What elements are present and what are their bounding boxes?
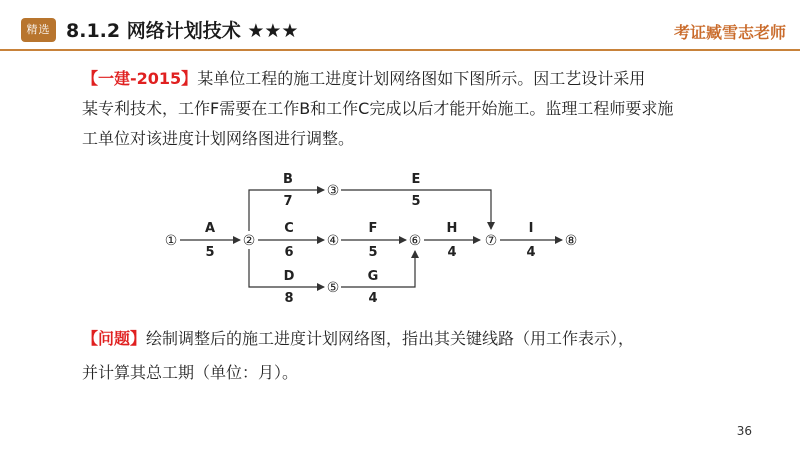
activity-a-name: A [204,221,216,236]
activity-h-duration: 4 [447,245,457,260]
page-number: 36 [736,424,752,438]
activity-c-duration: 6 [284,245,294,260]
node-5: ⑤ [326,280,340,296]
task-line-2: 并计算其总工期（单位：月）。 [82,363,299,382]
task-tag: 【问题】 [82,329,147,348]
activity-h-name: H [446,221,458,236]
activity-a-duration: 5 [205,245,215,260]
question-tag: 【一建-2015】 [82,69,198,88]
node-1: ① [164,233,178,249]
task-line-1 [82,324,634,354]
activity-g-duration: 4 [368,291,378,306]
activity-i-name: I [528,221,534,236]
node-8: ⑧ [564,233,578,249]
node-7: ⑦ [484,233,498,249]
node-4: ④ [326,233,340,249]
node-2: ② [242,233,256,249]
activity-g-name: G [367,269,379,284]
activity-f-duration: 5 [368,245,378,260]
activity-b-name: B [283,172,293,187]
section-title: 8.1.2 网络计划技术 ★★★ [66,20,299,42]
logo-badge: 精选 [21,18,56,42]
activity-d-duration: 8 [284,291,294,306]
question-line-3: 工单位对该进度计划网络图进行调整。 [82,129,355,148]
brand-label: 考证臧雪志老师 [673,23,786,42]
activity-c-name: C [284,221,294,236]
node-3: ③ [326,183,340,199]
activity-d-name: D [283,269,295,284]
question-text-1: 某单位工程的施工进度计划网络图如下图所示。因工艺设计采用 [197,69,646,88]
task-text-1: 绘制调整后的施工进度计划网络图，指出其关键线路（用工作表示）， [146,329,635,348]
activity-f-name: F [368,221,378,236]
activity-e-duration: 5 [411,194,421,209]
activity-i-duration: 4 [526,245,536,260]
activity-e-name: E [411,172,421,187]
node-6: ⑥ [408,233,422,249]
activity-b-duration: 7 [283,194,293,209]
question-line-2: 某专利技术，工作F需要在工作B和工作C完成以后才能开始施工。监理工程师要求施 [82,99,674,118]
